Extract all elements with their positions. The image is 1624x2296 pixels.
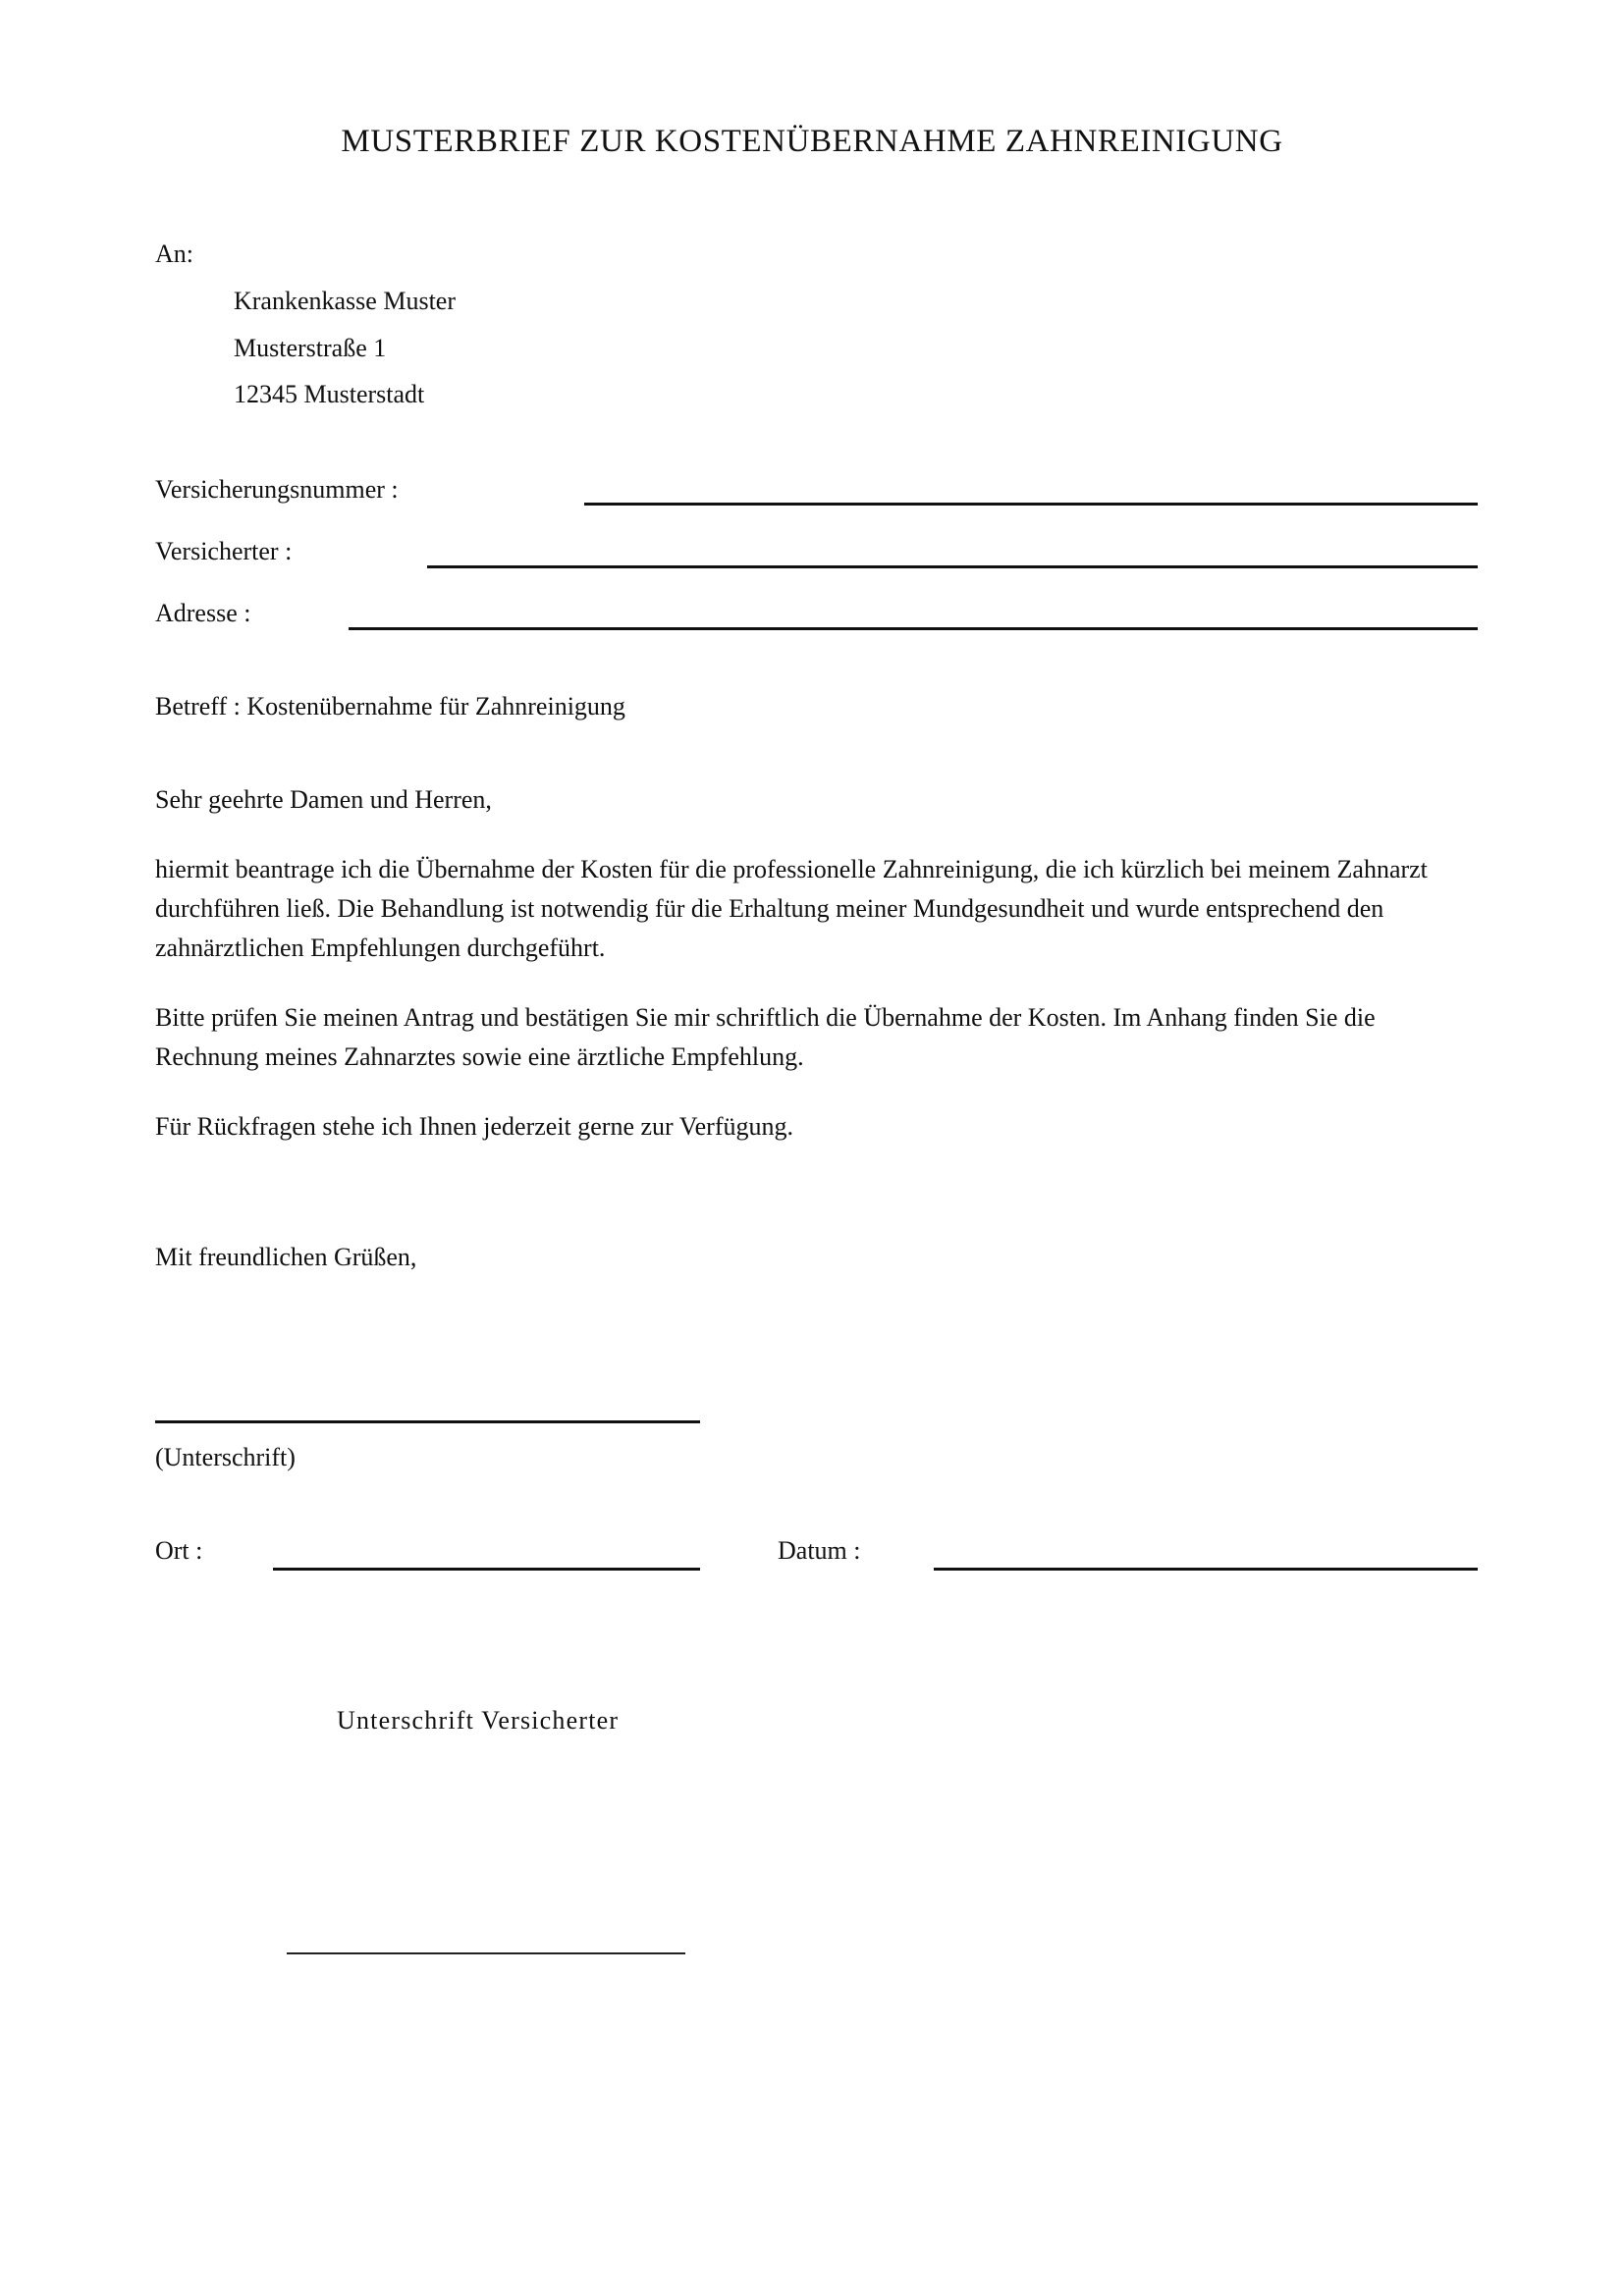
body-paragraph-1 xyxy=(155,850,1481,968)
body-paragraph-2-text: Bitte prüfen Sie meinen Antrag und bestätigen Sie mir schriftlich die Übernahme der Kosten. Im Anhang finden Sie die Rechnung meines Zahnarztes sowie eine ärztliche Empfehlung. xyxy=(155,1003,1376,1071)
insured-label: Versicherter : xyxy=(155,537,293,565)
place-label: Ort : xyxy=(155,1536,203,1565)
date-label: Datum : xyxy=(778,1536,861,1565)
closing: Mit freundlichen Grüßen, xyxy=(155,1243,417,1271)
insurance-number-line[interactable] xyxy=(584,503,1478,506)
signature-caption: (Unterschrift) xyxy=(155,1443,296,1471)
body-paragraph-3 xyxy=(155,1107,1481,1147)
insured-signature-label: Unterschrift Versicherter xyxy=(337,1706,620,1735)
address-line[interactable] xyxy=(349,627,1478,630)
date-line[interactable] xyxy=(934,1568,1478,1571)
insured-line[interactable] xyxy=(427,565,1478,568)
body-paragraph-2 xyxy=(155,998,1481,1077)
salutation: Sehr geehrte Damen und Herren, xyxy=(155,785,492,814)
insurance-number-label: Versicherungsnummer : xyxy=(155,475,399,504)
document-title: MUSTERBRIEF ZUR KOSTENÜBERNAHME ZAHNREINIGUNG xyxy=(341,124,1283,159)
subject-line: Betreff : Kostenübernahme für Zahnreinigung xyxy=(155,692,625,721)
address-label: Adresse : xyxy=(155,599,251,627)
place-line[interactable] xyxy=(273,1568,700,1571)
insured-signature-line[interactable] xyxy=(287,1952,685,1954)
recipient-street: Musterstraße 1 xyxy=(234,334,387,362)
body-paragraph-3-text: Für Rückfragen stehe ich Ihnen jederzeit gerne zur Verfügung. xyxy=(155,1112,793,1141)
recipient-city: 12345 Musterstadt xyxy=(234,380,425,408)
body-paragraph-1-text: hiermit beantrage ich die Übernahme der Kosten für die professionelle Zahnreinigung, die ich kürzlich bei meinem Zahnarzt durchführen ließ. Die Behandlung ist notwendig für die Erhaltung meiner Mundgesundheit und wurde entsprechend den zahnärztlichen Empfehlungen durchgeführt. xyxy=(155,855,1428,962)
recipient-label: An: xyxy=(155,240,193,268)
signature-line[interactable] xyxy=(155,1420,700,1423)
recipient-name: Krankenkasse Muster xyxy=(234,287,456,315)
